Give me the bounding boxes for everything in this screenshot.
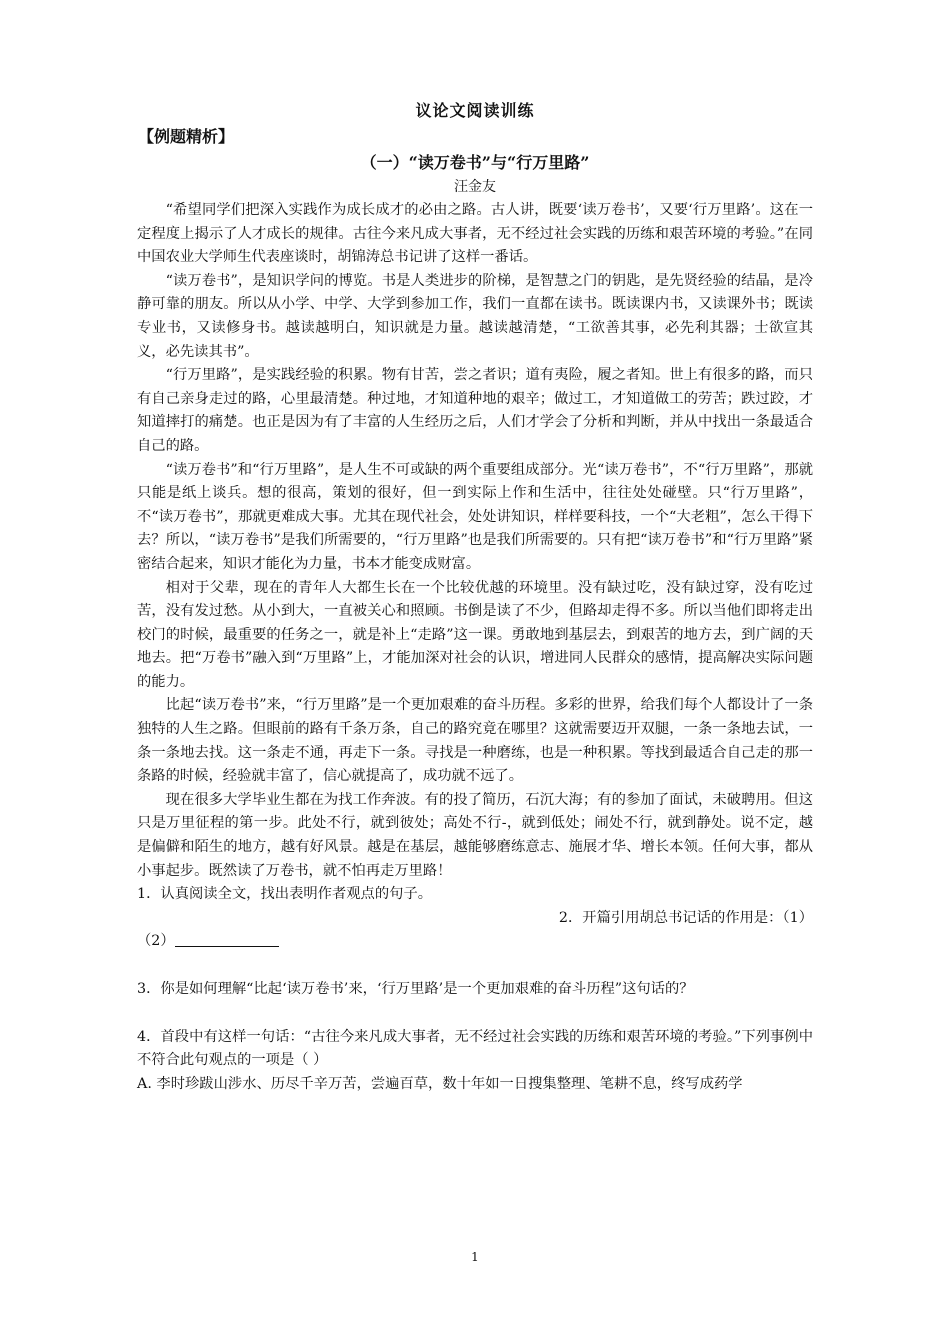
question-2-part-2-label: （2） bbox=[137, 933, 175, 950]
article-body bbox=[137, 199, 813, 1096]
article-title: （一）“读万卷书”与“行万里路” bbox=[360, 153, 590, 172]
article-author: 汪金友 bbox=[454, 179, 496, 195]
page-number: 1 bbox=[471, 1250, 479, 1264]
answer-blank[interactable] bbox=[175, 932, 279, 947]
question-2: 2．开篇引用胡总书记话的作用是：（1） bbox=[558, 909, 813, 926]
paragraph-6: 比起“读万卷书”来，“行万里路”是一个更加艰难的奋斗历程。多彩的世界，给我们每个人都设计了一条独特的人生之路。但眼前的路有千条万条，自己的路究竟在哪里？这就需要迈开双腿，一条一条地去试，一条一条地去找。这一条走不通，再走下一条。寻找是一种磨练，也是一种积累。等找到最适合自己走的那一条路的时候，经验就丰富了，信心就提高了，成功就不远了。 bbox=[137, 697, 813, 785]
section-heading: 【例题精析】 bbox=[138, 127, 235, 146]
question-4: 4．首段中有这样一句话：“古往今来凡成大事者，无不经过社会实践的历练和艰苦环境的考验。”下列事例中不符合此句观点的一项是（ ） bbox=[137, 1028, 813, 1069]
paragraph-2: “读万卷书”，是知识学问的博览。书是人类进步的阶梯，是智慧之门的钥匙，是先贤经验的结晶，是冷静可靠的朋友。所以从小学、中学、大学到参加工作，我们一直都在读书。既读课内书，又读课外书；既读专业书，又读修身书。越读越明白，知识就是力量。越读越清楚，“工欲善其事，必先利其器；士欲宣其义，必先读其书”。 bbox=[137, 272, 813, 360]
paragraph-5: 相对于父辈，现在的青年人大都生长在一个比较优越的环境里。没有缺过吃，没有缺过穿，没有吃过苦，没有发过愁。从小到大，一直被关心和照顾。书倒是读了不少，但路却走得不多。所以当他们即将走出校门的时候，最重要的任务之一，就是补上“走路”这一课。勇敢地到基层去，到艰苦的地方去，到广阔的天地去。把“万卷书”融入到“万里路”上，才能加深对社会的认识，增进同人民群众的感情，提高解决实际问题的能力。 bbox=[137, 579, 813, 690]
paragraph-4: “读万卷书”和“行万里路”，是人生不可或缺的两个重要组成部分。光“读万卷书”，不“行万里路”，那就只能是纸上谈兵。想的很高，策划的很好，但一到实际上作和生活中，往往处处碰壁。只“行万里路”，不“读万卷书”，那就更难成大事。尤其在现代社会，处处讲知识，样样要科技，一个“大老粗”，怎么干得下去？所以，“读万卷书”是我们所需要的，“行万里路”也是我们所需要的。只有把“读万卷书”和“行万里路”紧密结合起来，知识才能化为力量，书本才能变成财富。 bbox=[137, 461, 813, 572]
question-1: 1．认真阅读全文，找出表明作者观点的句子。 bbox=[137, 886, 433, 903]
paragraph-3: “行万里路”，是实践经验的积累。物有甘苦，尝之者识；道有夷险，履之者知。世上有很多的路，而只有自己亲身走过的路，心里最清楚。种过地，才知道种地的艰辛；做过工，才知道做工的劳苦；跌过跤，才知道摔打的痛楚。也正是因为有了丰富的人生经历之后，人们才学会了分析和判断，并从中找出一条最适合自己的路。 bbox=[137, 367, 813, 454]
paragraph-7: 现在很多大学毕业生都在为找工作奔波。有的投了简历，石沉大海；有的参加了面试，未破聘用。但这只是万里征程的第一步。此处不行，就到彼处；高处不行-，就到低处；闹处不行，就到静处。说不定，越是偏僻和陌生的地方，越有好风景。越是在基层，越能够磨练意志、施展才华、增长本领。任何大事，都从小事起步。既然读了万卷书，就不怕再走万里路！ bbox=[137, 791, 813, 879]
document-title: 议论文阅读训练 bbox=[415, 101, 535, 120]
option-a: A. 李时珍跋山涉水、历尽千辛万苦，尝遍百草，数十年如一日搜集整理、笔耕不息，终写成药学 bbox=[137, 1075, 743, 1092]
question-3: 3．你是如何理解“比起‘读万卷书’来，‘行万里路’是一个更加艰难的奋斗历程”这句话的？ bbox=[137, 981, 694, 997]
paragraph-1: “希望同学们把深入实践作为成长成才的必由之路。古人讲，既要‘读万卷书’，又要‘行万里路’。这在一定程度上揭示了人才成长的规律。古往今来凡成大事者，无不经过社会实践的历练和艰苦环境的考验。”在同中国农业大学师生代表座谈时，胡锦涛总书记讲了这样一番话。 bbox=[137, 202, 813, 266]
question-2-part-2 bbox=[137, 930, 813, 954]
